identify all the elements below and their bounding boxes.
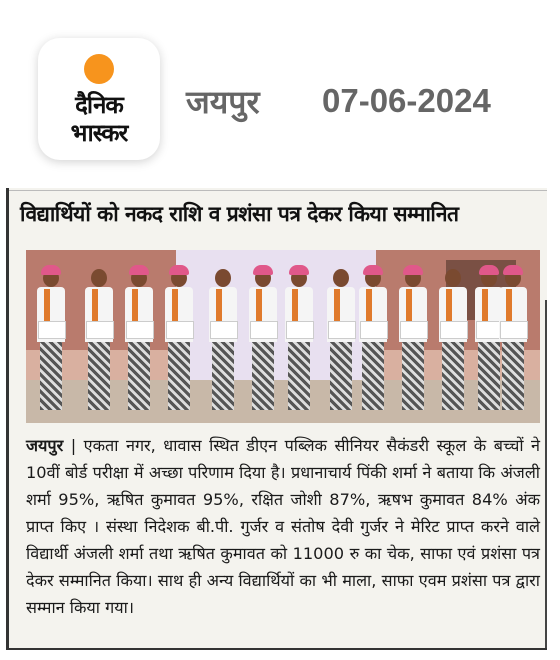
student-figure [122,269,156,417]
student-figure [396,269,430,417]
logo-text-line1: दैनिक [75,91,123,119]
date-label: 07-06-2024 [322,82,491,119]
article-body [26,432,540,621]
clipping-right-border [545,300,547,650]
student-figure [496,269,530,417]
student-figure [282,269,316,417]
logo-text-line2: भास्कर [70,119,128,147]
dainik-bhaskar-logo [38,38,160,160]
article-headline: विद्यार्थियों को नकद राशि व प्रशंसा पत्र देकर किया सम्मानित [20,202,459,226]
header [0,0,560,185]
clipping-top-edge [6,190,547,191]
student-figure [162,269,196,417]
student-figure [34,269,68,417]
article-dateline: जयपुर [26,436,64,455]
group-photo [26,250,540,423]
student-figure [82,269,116,417]
clipping-bottom-border [6,648,547,650]
student-figure [206,269,240,417]
city-label: जयपुर [186,83,260,121]
clipping-left-border [6,188,9,650]
dateline-separator: | [70,436,84,455]
article-text: एकता नगर, धावास स्थित डीएन पब्लिक सीनियर सैकंडरी स्कूल के बच्चों ने 10वीं बोर्ड परीक्षा में अच्छा परिणाम दिया है। प्रधानाचार्य पिंकी शर्मा ने बताया कि अंजली शर्मा 95%, ऋषित कुमावत 95%, रक्षित जोशी 87%, ऋषभ कुमावत 84% अंक प्राप्त किए । संस्था निदेशक बी.पी. गुर्जर व संतोष देवी गुर्जर ने मेरिट प्राप्त करने वाले विद्यार्थी अंजली शर्मा तथा ऋषित कुमावत को 11000 रु का चेक, साफा एवं प्रशंसा पत्र देकर सम्मानित किया। साथ ही अन्य विद्यार्थियों का भी माला, साफा एवम प्रशंसा पत्र द्वारा सम्मान किया गया। [26,436,541,617]
student-figure [436,269,470,417]
sun-icon [84,54,114,84]
student-figure [246,269,280,417]
student-figure [324,269,358,417]
student-figure [356,269,390,417]
